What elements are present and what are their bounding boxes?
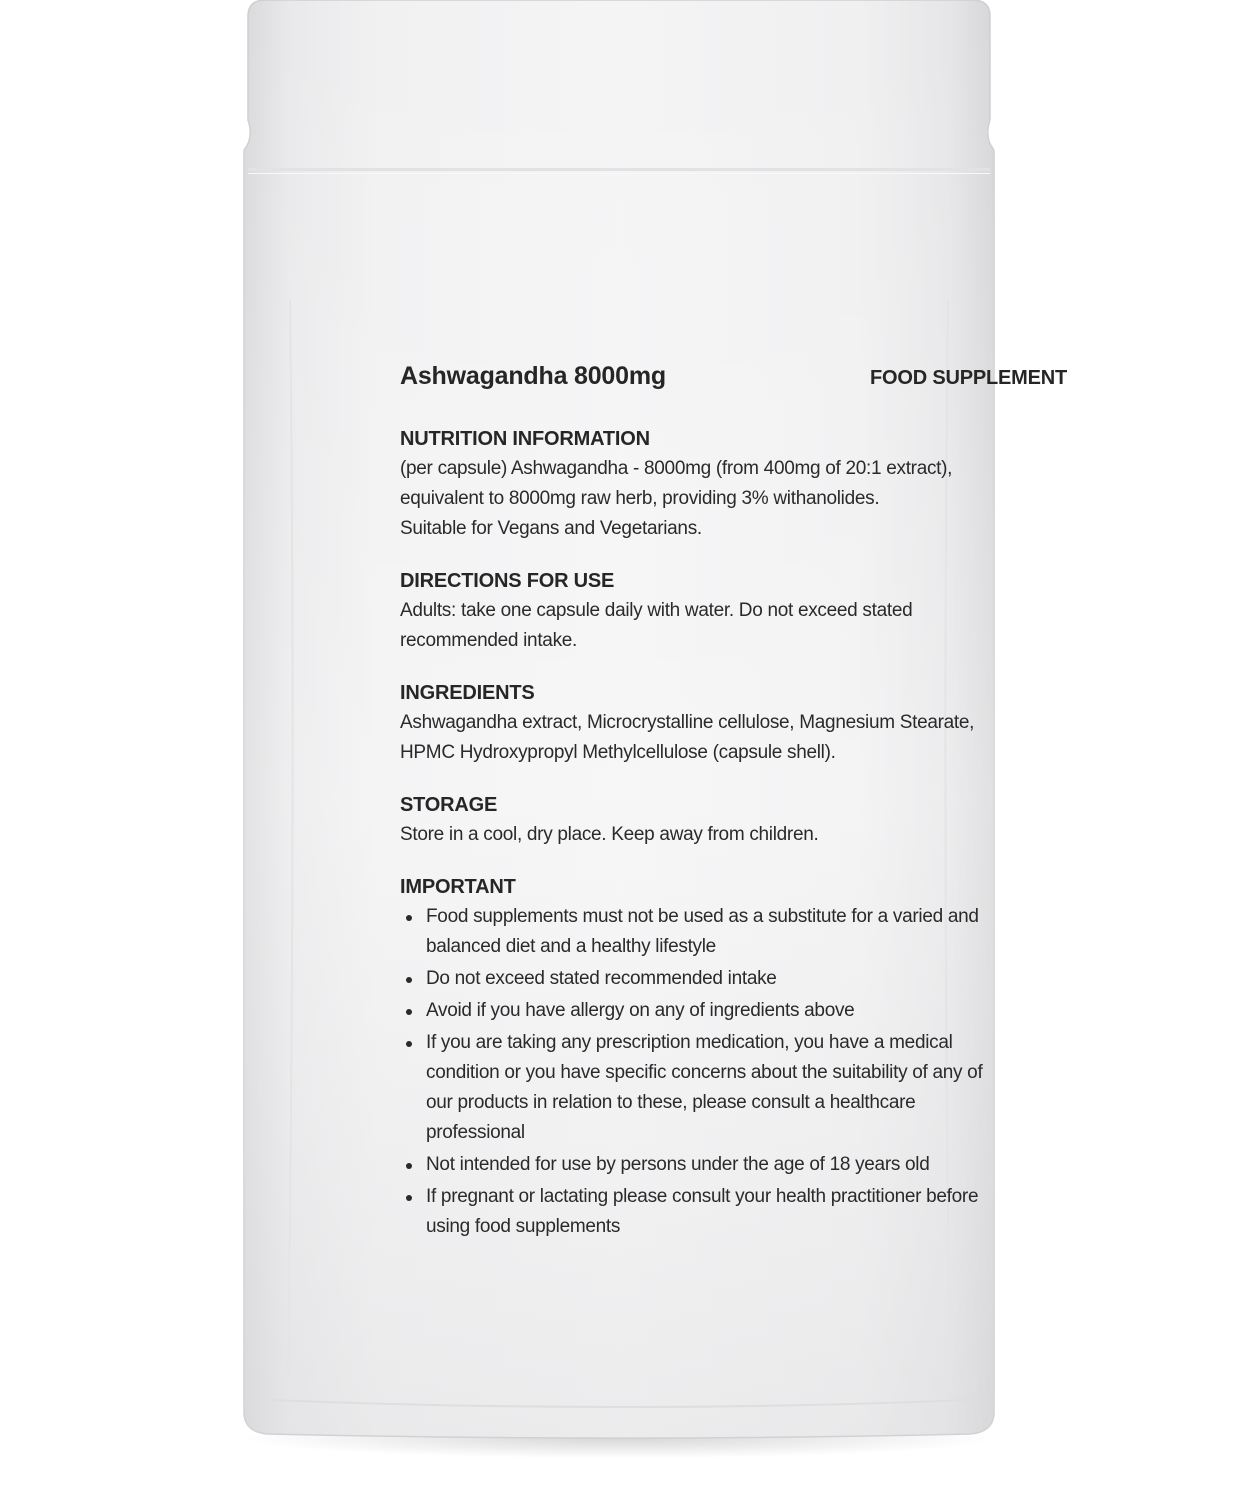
- list-item-line: our products in relation to these, please consult a healthcare: [426, 1092, 916, 1113]
- ingredients-line: HPMC Hydroxypropyl Methylcellulose (capsule shell).: [400, 742, 836, 763]
- ingredients-heading: INGREDIENTS: [400, 682, 535, 704]
- important-section: [400, 872, 1072, 1242]
- storage-text: [400, 820, 1072, 850]
- nutrition-section: [400, 424, 1072, 544]
- ingredients-text: [400, 708, 1072, 768]
- nutrition-line: equivalent to 8000mg raw herb, providing 3% withanolides.: [400, 488, 880, 509]
- list-item: [400, 902, 1072, 962]
- storage-line: Store in a cool, dry place. Keep away from children.: [400, 824, 819, 845]
- list-item-line: If pregnant or lactating please consult your health practitioner before: [426, 1186, 979, 1207]
- bullet-icon: [406, 1195, 412, 1201]
- list-item-line: If you are taking any prescription medication, you have a medical: [426, 1032, 953, 1053]
- directions-section: [400, 566, 1072, 656]
- directions-heading: DIRECTIONS FOR USE: [400, 570, 615, 592]
- list-item: [400, 1150, 1072, 1180]
- storage-heading: STORAGE: [400, 794, 498, 816]
- nutrition-heading: NUTRITION INFORMATION: [400, 428, 650, 450]
- important-heading: IMPORTANT: [400, 876, 516, 898]
- nutrition-line: Suitable for Vegans and Vegetarians.: [400, 518, 702, 539]
- product-name: Ashwagandha 8000mg: [400, 362, 666, 390]
- storage-section: [400, 790, 1072, 850]
- list-item: [400, 1028, 1072, 1148]
- bullet-icon: [406, 1163, 412, 1169]
- nutrition-text: [400, 454, 1072, 544]
- directions-text: [400, 596, 1072, 656]
- bullet-icon: [406, 977, 412, 983]
- product-label: [400, 362, 1072, 1244]
- label-header: [400, 362, 1072, 402]
- directions-line: recommended intake.: [400, 630, 578, 651]
- ingredients-section: [400, 678, 1072, 768]
- nutrition-line: (per capsule) Ashwagandha - 8000mg (from 400mg of 20:1 extract),: [400, 458, 953, 479]
- bullet-icon: [406, 1041, 412, 1047]
- bullet-icon: [406, 1009, 412, 1015]
- list-item: [400, 1182, 1072, 1242]
- bullet-icon: [406, 915, 412, 921]
- list-item-line: professional: [426, 1122, 525, 1143]
- list-item: [400, 964, 1072, 994]
- list-item-line: balanced diet and a healthy lifestyle: [426, 936, 716, 957]
- list-item-line: condition or you have specific concerns about the suitability of any of: [426, 1062, 983, 1083]
- list-item-line: Avoid if you have allergy on any of ingredients above: [426, 1000, 855, 1021]
- list-item-line: Do not exceed stated recommended intake: [426, 968, 777, 989]
- list-item-line: Not intended for use by persons under the age of 18 years old: [426, 1154, 930, 1175]
- product-category: FOOD SUPPLEMENT: [870, 367, 1068, 389]
- ingredients-line: Ashwagandha extract, Microcrystalline cellulose, Magnesium Stearate,: [400, 712, 975, 733]
- list-item-line: Food supplements must not be used as a substitute for a varied and: [426, 906, 979, 927]
- list-item-line: using food supplements: [426, 1216, 621, 1237]
- important-list: [400, 902, 1072, 1242]
- directions-line: Adults: take one capsule daily with water. Do not exceed stated: [400, 600, 913, 621]
- list-item: [400, 996, 1072, 1026]
